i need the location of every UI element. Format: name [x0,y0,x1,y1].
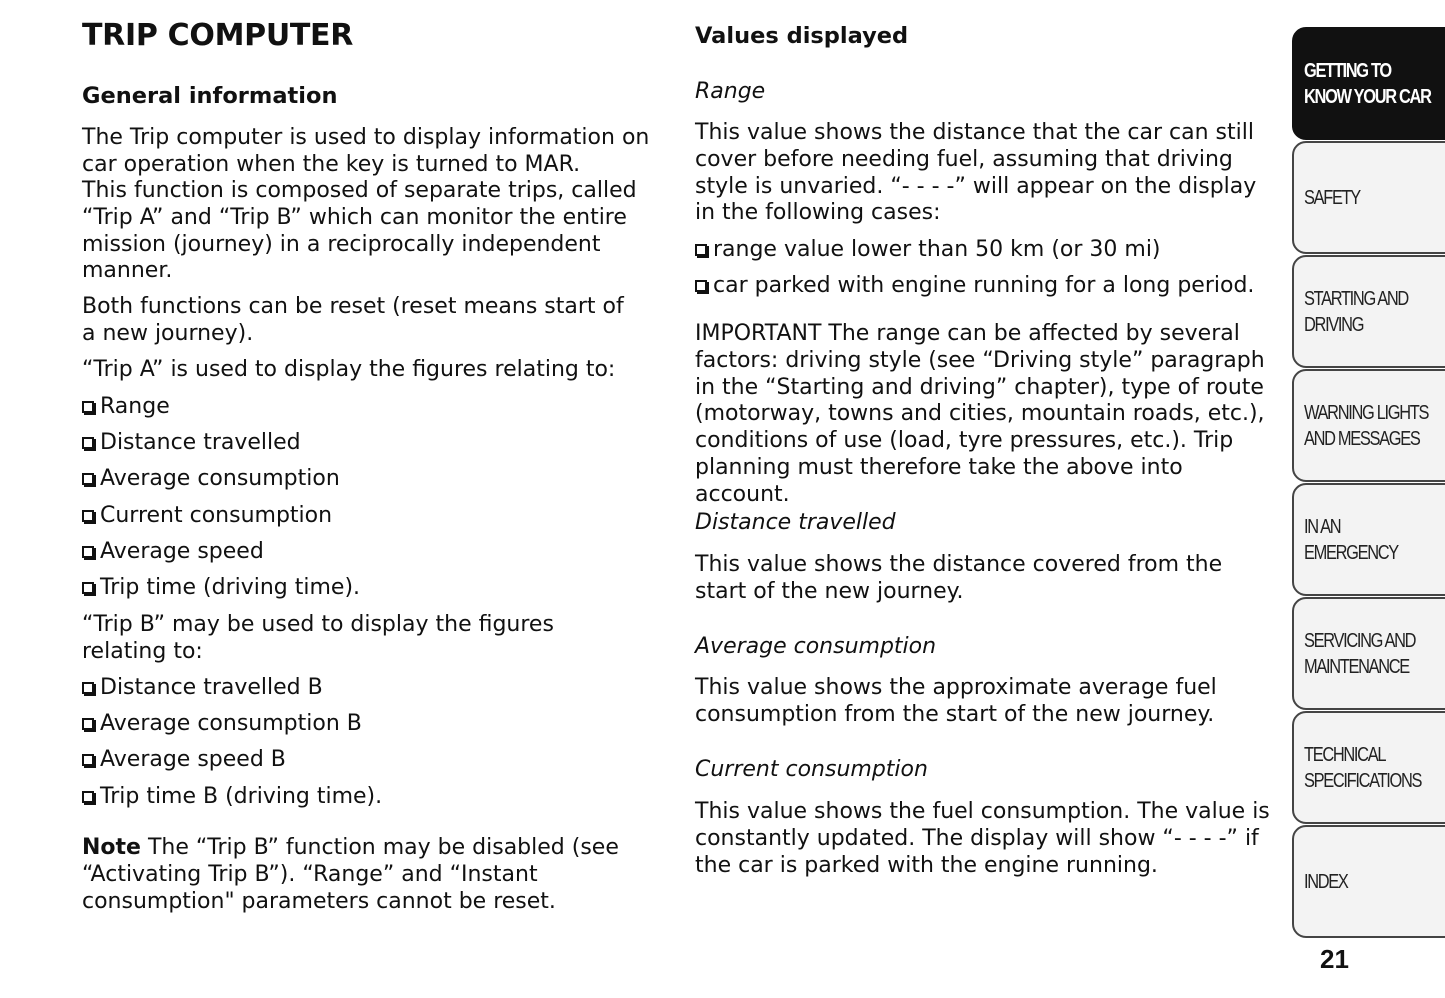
list-item: range value lower than 50 km (or 30 mi) [695,237,1161,264]
checkbox-bullet-icon [82,401,94,413]
checkbox-bullet-icon [82,582,94,594]
tab-index[interactable]: INDEX [1292,825,1445,938]
average-consumption-heading: Average consumption [695,634,937,659]
tab-safety[interactable]: SAFETY [1292,141,1445,254]
current-consumption-paragraph: This value shows the fuel consumption. The value is constantly updated. The display will show “- - - -” if the car is parked with the engine running. [695,799,1270,878]
tab-servicing-and-maintenance[interactable]: SERVICING AND MAINTENANCE [1292,597,1445,710]
checkbox-bullet-icon [82,718,94,730]
checkbox-bullet-icon [82,754,94,766]
values-displayed-heading: Values displayed [695,23,909,49]
list-item: Average consumption [82,466,340,493]
tab-warning-lights-and-messages[interactable]: WARNING LIGHTS AND MESSAGES [1292,369,1445,482]
important-paragraph: IMPORTANT The range can be affected by several factors: driving style (see “Driving style” paragraph in the “Starting and driving” chapter), type of route (motorway, towns and cities, mountain roads, etc.), conditions of use (load, tyre pressures, etc.). Trip planning must therefore take the above into account. [695,321,1265,507]
general-information-heading: General information [82,83,338,109]
list-item: Average consumption B [82,711,362,738]
list-item: Current consumption [82,503,332,530]
checkbox-bullet-icon [82,682,94,694]
checkbox-bullet-icon [82,473,94,485]
note-paragraph [82,835,642,915]
average-consumption-paragraph: This value shows the approximate average fuel consumption from the start of the new journey. [695,675,1217,727]
checkbox-bullet-icon [82,437,94,449]
distance-travelled-heading: Distance travelled [695,510,896,535]
note-label: Note [82,835,141,860]
list-item: Range [82,394,170,421]
note-text: The “Trip B” function may be disabled (see “Activating Trip B”). “Range” and “Instant consumption" parameters cannot be reset. [82,835,619,914]
range-heading: Range [695,79,766,104]
range-paragraph: This value shows the distance that the car can still cover before needing fuel, assuming that driving style is unvaried. “- - - -” will appear on the display in the following cases: [695,120,1257,226]
current-consumption-heading: Current consumption [695,757,928,782]
checkbox-bullet-icon [695,280,707,292]
tab-getting-to-know-your-car[interactable]: GETTING TO KNOW YOUR CAR [1292,27,1445,140]
page-title: TRIP COMPUTER [82,18,354,53]
tab-starting-and-driving[interactable]: STARTING AND DRIVING [1292,255,1445,368]
page-number: 21 [1320,944,1349,974]
intro-paragraph: The Trip computer is used to display information on car operation when the key is turned to MAR. [82,125,650,177]
list-item: Trip time B (driving time). [82,784,382,811]
trip-b-intro: “Trip B” may be used to display the figures relating to: [82,612,554,664]
checkbox-bullet-icon [82,546,94,558]
checkbox-bullet-icon [82,791,94,803]
tab-in-an-emergency[interactable]: IN AN EMERGENCY [1292,483,1445,596]
checkbox-bullet-icon [82,510,94,522]
distance-travelled-paragraph: This value shows the distance covered from the start of the new journey. [695,552,1223,604]
list-item: Distance travelled [82,430,301,457]
trip-a-intro: “Trip A” is used to display the figures relating to: [82,357,616,382]
tab-technical-specifications[interactable]: TECHNICAL SPECIFICATIONS [1292,711,1445,824]
checkbox-bullet-icon [695,244,707,256]
list-item: Trip time (driving time). [82,575,360,602]
list-item: car parked with engine running for a long period. [695,273,1254,300]
list-item: Average speed [82,539,264,566]
list-item: Distance travelled B [82,675,323,702]
list-item: Average speed B [82,747,286,774]
intro-paragraph-2: This function is composed of separate trips, called “Trip A” and “Trip B” which can monitor the entire mission (journey) in a reciprocally independent manner. [82,178,637,284]
reset-paragraph: Both functions can be reset (reset means start of a new journey). [82,294,624,346]
